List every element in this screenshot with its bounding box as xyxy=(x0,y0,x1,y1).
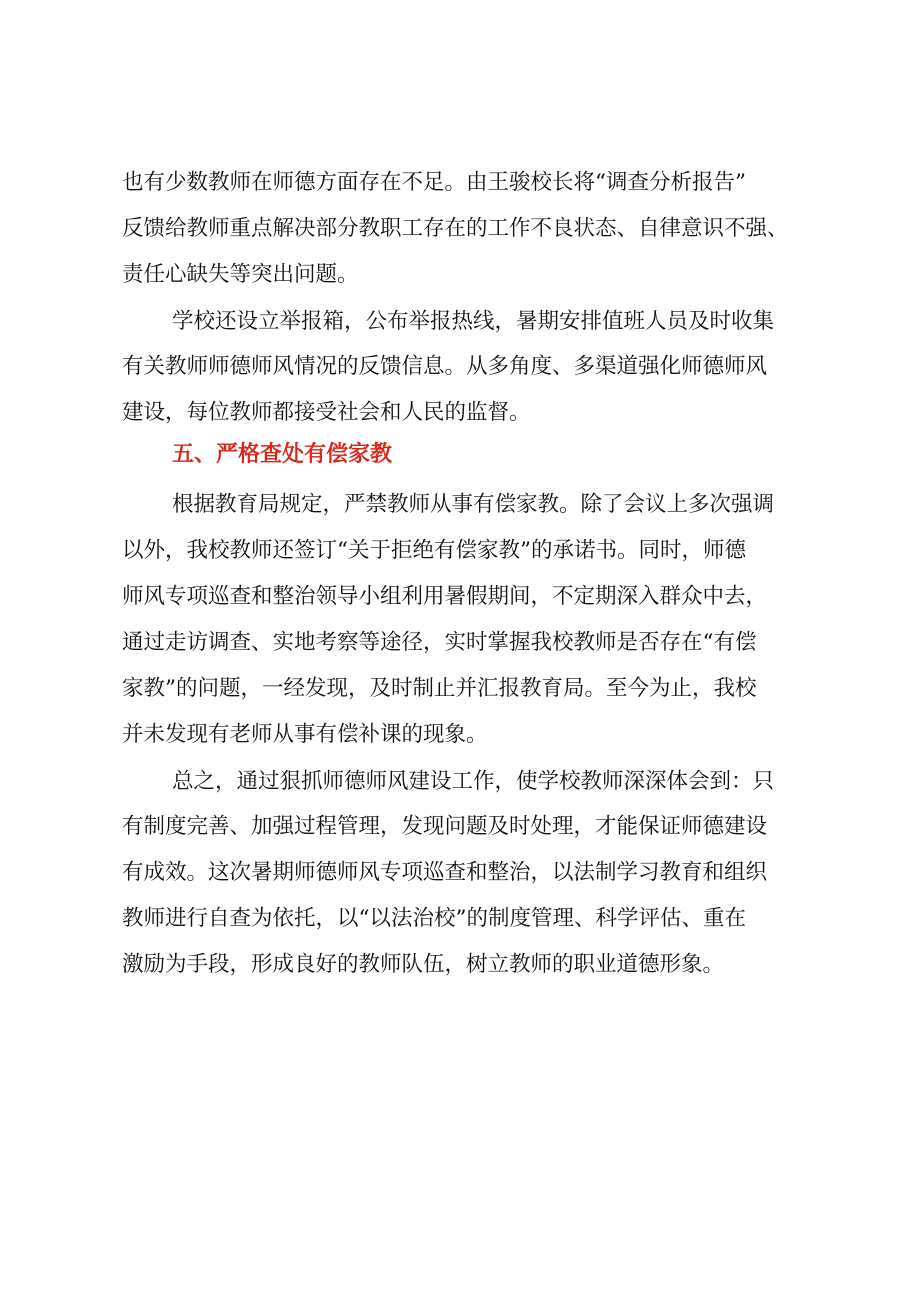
paragraph-2-line-1: 学校还设立举报箱，公布举报热线，暑期安排值班人员及时收集 xyxy=(172,309,775,334)
paragraph-2-line-3: 建设，每位教师都接受社会和人民的监督。 xyxy=(122,400,531,425)
paragraph-3-line-2: 以外，我校教师还签订“关于拒绝有偿家教”的承诺书。同时，师德 xyxy=(122,538,746,563)
section-heading-5: 五、严格查处有偿家教 xyxy=(172,442,393,467)
paragraph-3-line-5: 家教”的问题，一经发现，及时制止并汇报教育局。至今为止，我校 xyxy=(122,676,757,701)
paragraph-4-line-5: 激励为手段，形成良好的教师队伍，树立教师的职业道德形象。 xyxy=(122,952,725,977)
paragraph-3-line-4: 通过走访调查、实地考察等途径，实时掌握我校教师是否存在“有偿 xyxy=(122,630,757,655)
paragraph-3-line-1: 根据教育局规定，严禁教师从事有偿家教。除了会议上多次强调 xyxy=(172,492,775,517)
paragraph-3-line-6: 并未发现有老师从事有偿补课的现象。 xyxy=(122,722,488,747)
paragraph-4-line-4: 教师进行自查为依托，以“以法治校”的制度管理、科学评估、重在 xyxy=(122,906,746,931)
paragraph-4-line-3: 有成效。这次暑期师德师风专项巡查和整治，以法制学习教育和组织 xyxy=(122,860,768,885)
paragraph-3-line-3: 师风专项巡查和整治领导小组利用暑假期间，不定期深入群众中去， xyxy=(122,584,768,609)
paragraph-1-line-1: 也有少数教师在师德方面存在不足。由王骏校长将“调查分析报告” xyxy=(122,170,746,195)
paragraph-2-line-2: 有关教师师德师风情况的反馈信息。从多角度、多渠道强化师德师风 xyxy=(122,354,768,379)
paragraph-1-line-3: 责任心缺失等突出问题。 xyxy=(122,262,359,287)
paragraph-1-line-2: 反馈给教师重点解决部分教职工存在的工作不良状态、自律意识不强、 xyxy=(122,216,789,241)
paragraph-4-line-2: 有制度完善、加强过程管理，发现问题及时处理，才能保证师德建设 xyxy=(122,814,768,839)
paragraph-4-line-1: 总之，通过狠抓师德师风建设工作，使学校教师深深体会到：只 xyxy=(172,769,775,794)
